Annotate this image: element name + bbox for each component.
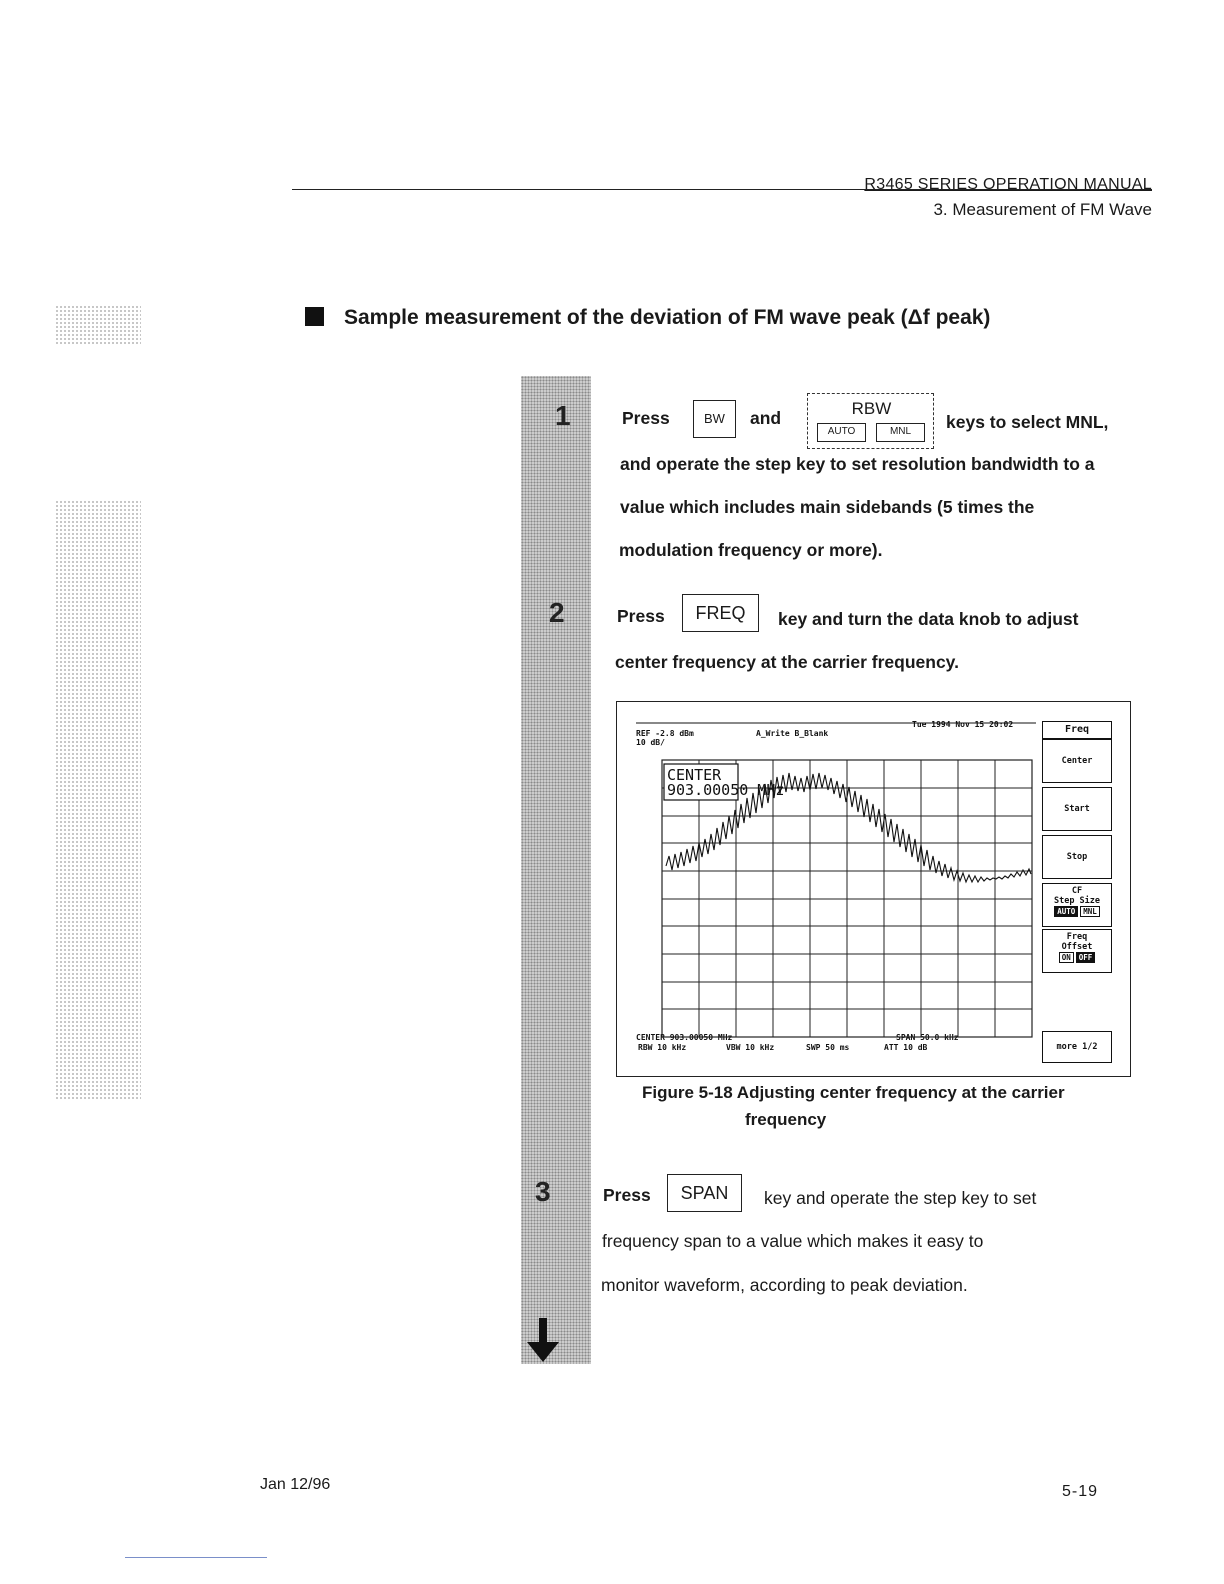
step1-line1-suffix: keys to select MNL, bbox=[946, 412, 1109, 432]
step1-line3: value which includes main sidebands (5 times the bbox=[620, 497, 1035, 517]
screen-swp: SWP 50 ms bbox=[806, 1043, 850, 1052]
step2-line1-suffix: key and turn the data knob to adjust bbox=[778, 609, 1079, 629]
offset-on-toggle: ON bbox=[1059, 952, 1074, 963]
figure-caption-line2: frequency bbox=[745, 1110, 827, 1129]
freq-key[interactable]: FREQ bbox=[682, 594, 759, 632]
arrow-down-icon bbox=[527, 1318, 559, 1362]
screen-ref-level: REF -2.8 dBm bbox=[636, 729, 694, 738]
cf-mnl-toggle: MNL bbox=[1080, 906, 1100, 917]
screen-trace-status: A_Write B_Blank bbox=[756, 729, 829, 738]
rbw-key-group bbox=[807, 393, 934, 449]
screen-center-freq: CENTER 903.00050 MHz bbox=[636, 1033, 733, 1042]
step3-line1-suffix: key and operate the step key to set bbox=[764, 1188, 1037, 1208]
offset-off-toggle: OFF bbox=[1076, 952, 1096, 963]
step-number-3: 3 bbox=[535, 1176, 551, 1207]
cf-auto-toggle: AUTO bbox=[1054, 906, 1078, 917]
graticule bbox=[662, 760, 1032, 1037]
bottom-rule bbox=[125, 1557, 267, 1558]
step-number-2: 2 bbox=[549, 597, 565, 628]
section-heading: Sample measurement of the deviation of FM wave peak (Δf peak) bbox=[344, 306, 991, 329]
step1-line2: and operate the step key to set resolution bandwidth to a bbox=[620, 454, 1095, 474]
screen-att: ATT 10 dB bbox=[884, 1043, 928, 1052]
bw-key[interactable]: BW bbox=[693, 400, 736, 438]
cf-step-line1: CF bbox=[1071, 886, 1083, 896]
manual-title: R3465 SERIES OPERATION MANUAL bbox=[864, 176, 1152, 193]
screen-vbw: VBW 10 kHz bbox=[726, 1043, 775, 1052]
softkey-start[interactable]: Start bbox=[1042, 787, 1112, 831]
step-number-1: 1 bbox=[555, 400, 571, 431]
softkey-freq-offset[interactable] bbox=[1042, 929, 1112, 973]
freq-offset-line2: Offset bbox=[1061, 942, 1093, 952]
rbw-mnl-key[interactable]: MNL bbox=[876, 423, 925, 442]
section-bullet bbox=[305, 307, 324, 326]
screen-rbw: RBW 10 kHz bbox=[638, 1043, 687, 1052]
screen-span: SPAN 50.0 kHz bbox=[896, 1033, 959, 1042]
scan-noise-top bbox=[55, 305, 141, 345]
marker-label: CENTER bbox=[667, 766, 722, 784]
marker-value: 903.00050 MHz bbox=[667, 781, 785, 799]
cf-step-line2: Step Size bbox=[1053, 896, 1101, 906]
softkey-more[interactable]: more 1/2 bbox=[1042, 1031, 1112, 1063]
softkey-stop[interactable]: Stop bbox=[1042, 835, 1112, 879]
screen-timestamp: Tue 1994 Nov 15 20:02 bbox=[912, 720, 1014, 729]
page-number: 5-19 bbox=[1062, 1483, 1099, 1500]
scan-noise-side bbox=[55, 500, 141, 1100]
step3-press-text: Press bbox=[603, 1185, 651, 1205]
chapter-title: 3. Measurement of FM Wave bbox=[933, 200, 1152, 219]
span-key[interactable]: SPAN bbox=[667, 1174, 742, 1212]
step3-line2: frequency span to a value which makes it easy to bbox=[602, 1231, 984, 1251]
step1-press-text: Press bbox=[622, 408, 670, 428]
rbw-auto-key[interactable]: AUTO bbox=[817, 423, 866, 442]
step1-line4: modulation frequency or more). bbox=[619, 540, 883, 560]
step2-press-text: Press bbox=[617, 606, 665, 626]
screen-scale: 10 dB/ bbox=[636, 738, 665, 747]
step3-line3: monitor waveform, according to peak deviation. bbox=[601, 1275, 968, 1295]
step2-line2: center frequency at the carrier frequency. bbox=[615, 652, 959, 672]
spectrum-plot bbox=[626, 706, 1036, 1070]
freq-offset-line1: Freq bbox=[1066, 932, 1088, 942]
rbw-label: RBW bbox=[851, 399, 892, 418]
step-rail bbox=[521, 376, 591, 1364]
footer-date: Jan 12/96 bbox=[260, 1476, 331, 1493]
softkey-center[interactable]: Center bbox=[1042, 739, 1112, 783]
step1-and-text: and bbox=[750, 408, 782, 428]
figure-caption-line1: Figure 5-18 Adjusting center frequency at the carrier bbox=[642, 1083, 1065, 1102]
softkey-cf-step-size[interactable] bbox=[1042, 883, 1112, 927]
softkey-title-freq: Freq bbox=[1042, 721, 1112, 739]
